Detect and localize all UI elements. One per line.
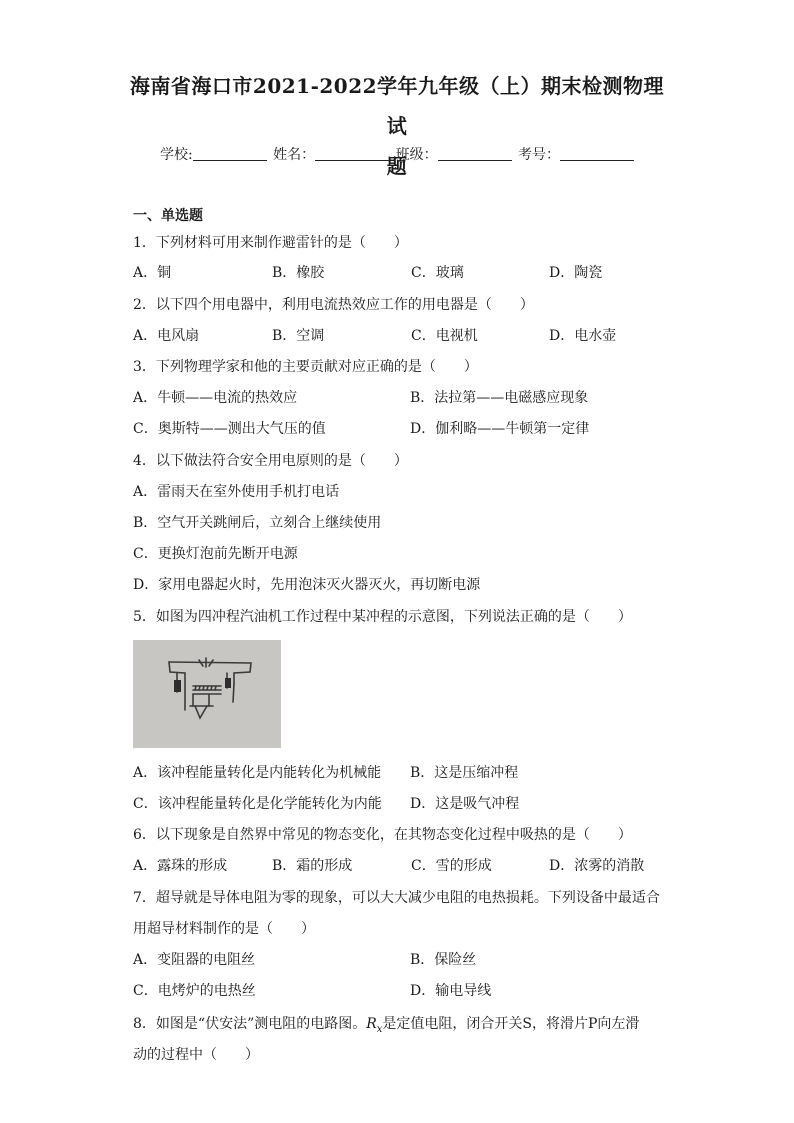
question-6-stem: 6．以下现象是自然界中常见的物态变化，在其物态变化过程中吸热的是（ ） [133, 827, 632, 843]
option: D．伽利略——牛顿第一定律 [410, 421, 590, 437]
engine-stroke-photo [133, 640, 281, 748]
option: D．电水壶 [549, 328, 617, 344]
question-3-options-row-1 [133, 387, 693, 409]
option: C．电烤炉的电热丝 [133, 983, 256, 999]
option: A．雷雨天在室外使用手机打电话 [133, 484, 340, 500]
rx-symbol: $R_x$ [366, 1016, 383, 1035]
option: D．家用电器起火时，先用泡沫灭火器灭火，再切断电源 [133, 577, 481, 593]
option: A．变阻器的电阻丝 [133, 952, 256, 968]
question-8-stem-part-a: 8．如图是“伏安法”测电阻的电路图。 [133, 1016, 367, 1032]
option: B．橡胶 [272, 265, 325, 281]
option: B．空气开关跳闸后，立刻合上继续使用 [133, 515, 382, 531]
question-8-stem-line-2: 动的过程中（ ） [133, 1047, 259, 1063]
question-7-options-row-1 [133, 949, 693, 971]
option: D．这是吸气冲程 [410, 796, 520, 812]
engine-sketch [133, 640, 281, 748]
student-info-line [0, 144, 794, 166]
school-label: 学校: [159, 147, 193, 163]
option: B．保险丝 [410, 952, 477, 968]
school-blank [193, 146, 267, 161]
question-8-stem-line-1 [133, 1013, 673, 1041]
option: D．输电导线 [410, 983, 492, 999]
exam-no-label: 考号： [518, 147, 561, 163]
question-7-stem-line-2: 用超导材料制作的是（ ） [133, 921, 315, 937]
option: B．法拉第——电磁感应现象 [410, 390, 589, 406]
question-1-options [133, 262, 693, 284]
option: A．该冲程能量转化是内能转化为机械能 [133, 765, 382, 781]
option: C．更换灯泡前先断开电源 [133, 546, 298, 562]
option: D．陶瓷 [549, 265, 603, 281]
question-3-stem: 3．下列物理学家和他的主要贡献对应正确的是（ ） [133, 359, 478, 375]
question-1-stem: 1．下列材料可用来制作避雷针的是（ ） [133, 235, 408, 251]
question-3-options-row-2 [133, 418, 693, 440]
title-line-1: 海南省海口市2021-2022学年九年级（上）期末检测物理试 [129, 74, 665, 138]
question-2-options [133, 325, 693, 347]
question-5-options-row-1 [133, 762, 693, 784]
section-title: 一、单选题 [133, 208, 203, 224]
option: B．这是压缩冲程 [410, 765, 519, 781]
exam-no-blank [560, 146, 634, 161]
question-6-options [133, 855, 693, 877]
class-label: 班级： [395, 147, 438, 163]
name-label: 姓名： [273, 147, 316, 163]
option: A．牛顿——电流的热效应 [133, 390, 298, 406]
question-2-stem: 2．以下四个用电器中，利用电流热效应工作的用电器是（ ） [133, 297, 534, 313]
title-line-2: 题 [386, 154, 408, 178]
option: D．浓雾的消散 [549, 858, 645, 874]
option: C．玻璃 [411, 265, 464, 281]
option: C．奥斯特——测出大气压的值 [133, 421, 326, 437]
question-8-stem-part-b: 是定值电阻，闭合开关S，将滑片P向左滑 [382, 1016, 640, 1032]
name-blank [315, 146, 389, 161]
question-5-stem: 5．如图为四冲程汽油机工作过程中某冲程的示意图，下列说法正确的是（ ） [133, 609, 632, 625]
option: B．空调 [272, 328, 325, 344]
question-7-stem-line-1: 7．超导就是导体电阻为零的现象，可以大大减少电阻的电热损耗。下列设备中最适合 [133, 890, 660, 906]
question-4-stem: 4．以下做法符合安全用电原则的是（ ） [133, 453, 408, 469]
option: C．电视机 [411, 328, 478, 344]
option: B．霜的形成 [272, 858, 353, 874]
question-5-options-row-2 [133, 793, 693, 815]
option: C．雪的形成 [411, 858, 492, 874]
option: A．露珠的形成 [133, 858, 228, 874]
option: A．铜 [133, 265, 172, 281]
option: A．电风扇 [133, 328, 200, 344]
question-7-options-row-2 [133, 980, 693, 1002]
class-blank [438, 146, 512, 161]
option: C．该冲程能量转化是化学能转化为内能 [133, 796, 382, 812]
exam-title [120, 66, 674, 186]
